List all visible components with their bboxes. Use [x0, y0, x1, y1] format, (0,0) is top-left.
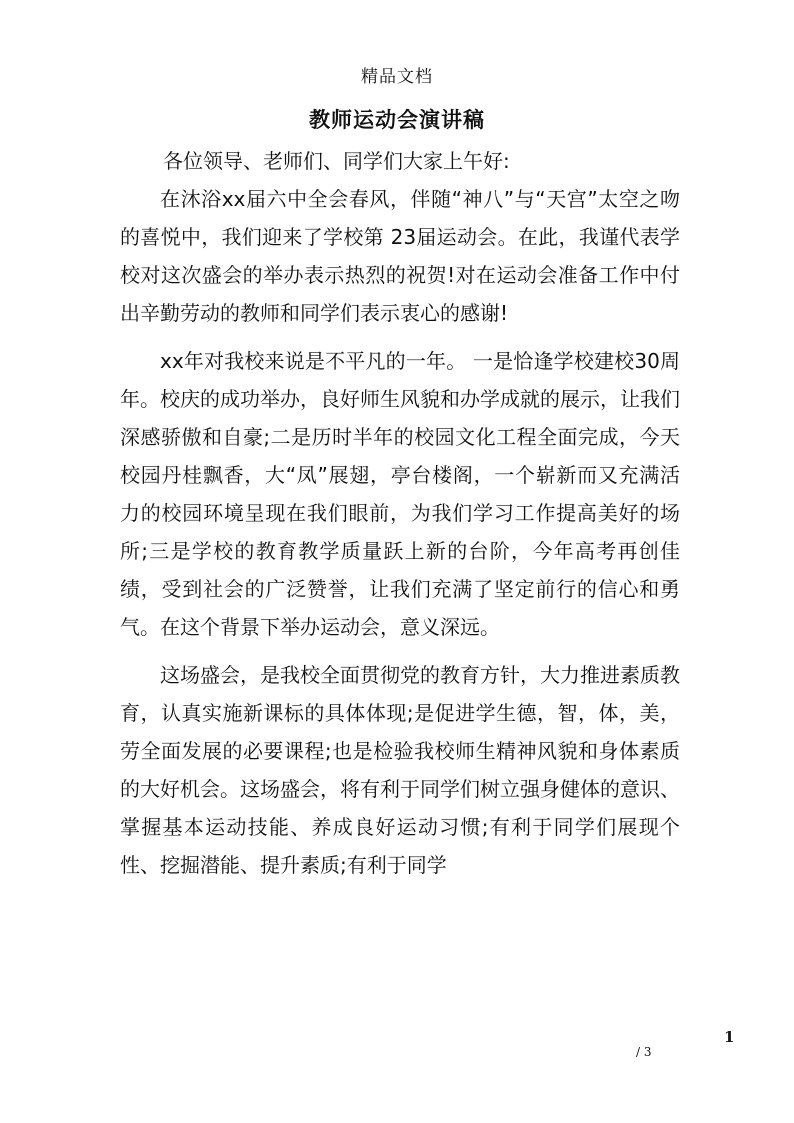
document-header: 精品文档: [361, 67, 433, 87]
paragraph-2: xx年对我校来说是不平凡的一年。 一是恰逢学校建校30周年。校庆的成功举办，良好师生风貌和办学成就的展示，让我们深感骄傲和自豪;二是历时半年的校园文化工程全面完成，今天校园丹桂飘香，大“凤”展翅，亭台楼阁，一个崭新而又充满活力的校园环境呈现在我们眼前，为我们学习工作提高美好的场所;三是学校的教育教学质量跃上新的台阶，今年高考再创佳绩，受到社会的广泛赞誉，让我们充满了坚定前行的信心和勇气。在这个背景下举办运动会，意义深远。: [120, 349, 680, 639]
document-title: 教师运动会演讲稿: [309, 108, 485, 132]
paragraph-3: 这场盛会，是我校全面贯彻党的教育方针，大力推进素质教育，认真实施新课标的具体体现;是促进学生德，智，体，美，劳全面发展的必要课程;也是检验我校师生精神风貌和身体素质的大好机会。这场盛会，将有利于同学们树立强身健体的意识、掌握基本运动技能、养成良好运动习惯;有利于同学们展现个性、挖掘潜能、提升素质;有利于同学: [120, 663, 680, 877]
document-body: [120, 142, 680, 894]
greeting: 各位领导、老师们、同学们大家上午好:: [163, 149, 510, 173]
page-number: 1: [724, 1028, 735, 1046]
paragraph-1: 在沐浴xx届六中全会春风，伴随“神八”与“天宫”太空之吻的喜悦中，我们迎来了学校第 23届运动会。在此，我谨代表学校对这次盛会的举办表示热烈的祝贺!对在运动会准备工作中付出辛勤劳动的教师和同学们表示衷心的感谢!: [120, 187, 680, 325]
page-total: / 3: [636, 1045, 652, 1059]
